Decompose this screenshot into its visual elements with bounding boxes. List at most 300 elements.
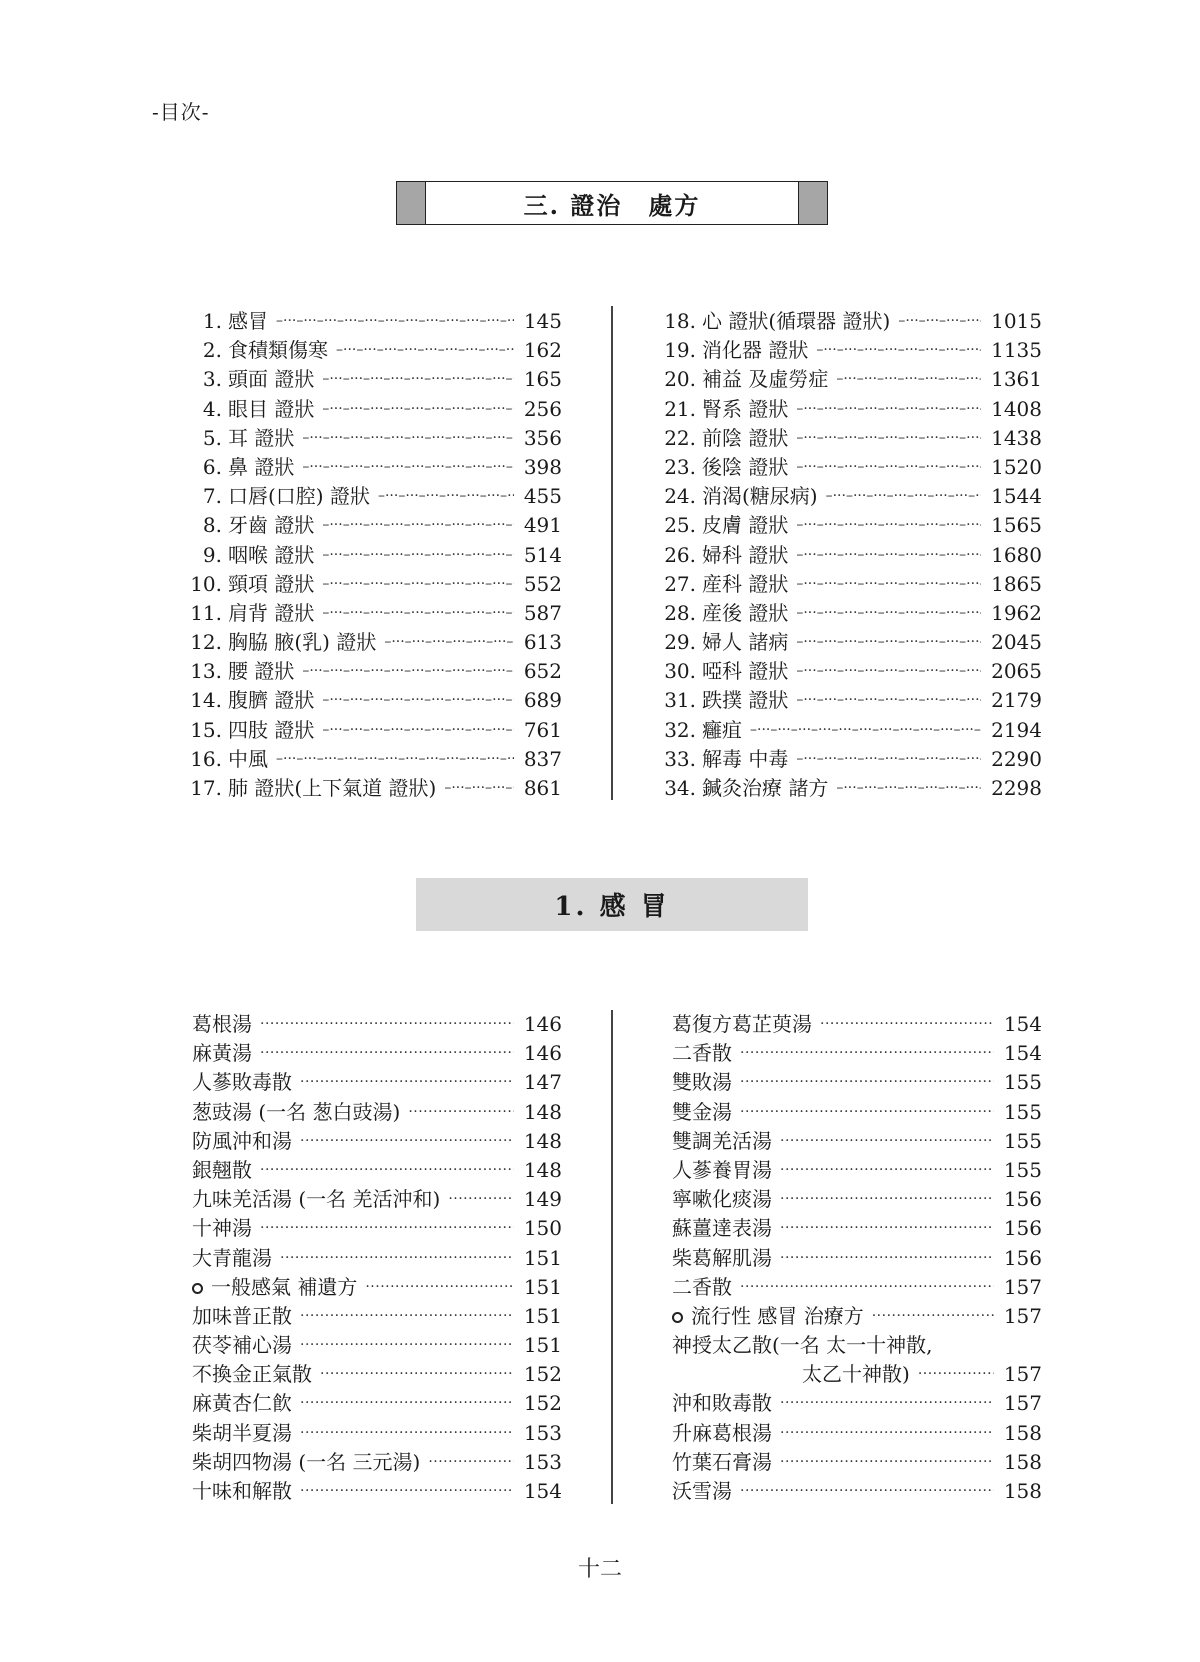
section-title-box: [396, 181, 828, 225]
leader-dashes: [796, 547, 981, 563]
prescription-page: 151: [523, 1245, 562, 1270]
leader-dashes: [322, 517, 513, 533]
prescription-name: 升麻葛根湯: [672, 1420, 772, 1445]
leader-dots: [918, 1366, 994, 1382]
prescription-name: 加味普正散: [192, 1303, 292, 1328]
toc-entry: [654, 393, 1042, 422]
prescription-label: [192, 1125, 300, 1154]
toc-entry-page: 837: [523, 746, 562, 771]
prescription-right-column: [672, 1008, 1042, 1504]
prescription-label: [192, 1183, 448, 1212]
toc-entry: [654, 480, 1042, 509]
prescription-entry: [672, 1446, 1042, 1475]
prescription-entry: [672, 1096, 1042, 1125]
title-cap-right: [798, 182, 827, 224]
leader-dashes: [796, 692, 981, 708]
leader-dashes: [322, 722, 513, 738]
leader-dashes: [378, 488, 514, 504]
toc-entry-label: 婦人 諸病: [702, 630, 789, 655]
toc-entry: [654, 363, 1042, 392]
leader-dots: [300, 1337, 514, 1353]
prescription-name: 神授太乙散(一名 太一十神散,: [672, 1333, 933, 1358]
leader-dashes: [836, 780, 981, 796]
prescription-label: [192, 1242, 280, 1271]
prescription-name: 一般感氣 補遺方: [211, 1274, 358, 1299]
toc-entry-number: 19.: [664, 338, 696, 363]
toc-entry-number: 21.: [664, 396, 696, 421]
prescription-page: 148: [523, 1099, 562, 1124]
prescription-label: [192, 1417, 300, 1446]
toc-entry-label: 食積類傷寒: [228, 338, 328, 363]
prescription-page: 155: [1003, 1157, 1042, 1182]
toc-entry: [180, 743, 562, 772]
toc-entry-page: 455: [523, 484, 562, 509]
toc-entry: [180, 393, 562, 422]
prescription-entry: [192, 1096, 562, 1125]
leader-dots: [260, 1162, 514, 1178]
toc-entry: [654, 451, 1042, 480]
toc-entry-page: 514: [523, 542, 562, 567]
prescription-name: 竹葉石膏湯: [672, 1449, 772, 1474]
prescription-page: 146: [523, 1012, 562, 1036]
prescription-entry: [192, 1066, 562, 1095]
toc-entry: [180, 334, 562, 363]
leader-dashes: [444, 780, 513, 796]
toc-entry-page: 552: [523, 571, 562, 596]
leader-dots: [448, 1191, 513, 1207]
toc-entry-page: 2179: [991, 688, 1042, 713]
prescription-name: 九味羌活湯 (一名 羌活沖和): [192, 1187, 441, 1212]
toc-entry-number: 23.: [664, 454, 696, 479]
prescription-name: 寧嗽化痰湯: [672, 1187, 772, 1212]
prescription-label: [192, 1096, 408, 1125]
leader-dashes: [322, 605, 513, 621]
leader-dashes: [796, 517, 981, 533]
toc-entry-page: 2045: [991, 630, 1042, 655]
toc-entry-label: 四肢 證狀: [228, 717, 315, 742]
leader-dashes: [796, 751, 981, 767]
toc-entry-number: 1.: [202, 309, 222, 333]
leader-dots: [300, 1308, 514, 1324]
leader-dashes: [816, 342, 981, 358]
prescription-name: 十味和解散: [192, 1479, 292, 1503]
prescription-page: 156: [1003, 1187, 1042, 1212]
prescription-entry: [672, 1154, 1042, 1183]
toc-entry-label: 牙齒 證狀: [228, 513, 315, 538]
toc-entry-label: 肺 證狀(上下氣道 證狀): [228, 776, 437, 800]
toc-entry-number: 34.: [664, 776, 696, 800]
prescription-label: [672, 1008, 820, 1037]
prescription-entry: [672, 1037, 1042, 1066]
toc-entry-page: 761: [523, 717, 562, 742]
prescription-label: [672, 1066, 740, 1095]
toc-entry: [180, 305, 562, 334]
toc-entry: [654, 772, 1042, 801]
prescription-name: 雙金湯: [672, 1099, 732, 1124]
toc-entry-number: 32.: [664, 717, 696, 742]
prescription-label: [192, 1329, 300, 1358]
toc-entry-number: 7.: [202, 484, 222, 509]
title-cap-left: [397, 182, 426, 224]
toc-entry: [180, 772, 562, 801]
prescription-label: [192, 1066, 300, 1095]
leader-dots: [280, 1250, 514, 1266]
toc-entry-label: 鼻 證狀: [228, 454, 295, 479]
toc-entry-label: 腹臍 證狀: [228, 688, 315, 713]
prescription-page: 151: [523, 1303, 562, 1328]
prescription-entry: [672, 1008, 1042, 1037]
prescription-page: 156: [1003, 1216, 1042, 1241]
toc-entry-page: 587: [523, 600, 562, 625]
prescription-label: [672, 1300, 872, 1329]
toc-entry-page: 2298: [991, 776, 1042, 800]
toc-entry-page: 1865: [991, 571, 1042, 596]
leader-dots: [780, 1454, 994, 1470]
prescription-label: [672, 1446, 780, 1475]
prescription-entry: [192, 1183, 562, 1212]
toc-entry-label: 心 證狀(循環器 證狀): [702, 309, 891, 333]
toc-entry-number: 3.: [202, 367, 222, 392]
toc-entry-page: 256: [523, 396, 562, 421]
leader-dots: [300, 1133, 514, 1149]
prescription-label: [192, 1475, 300, 1504]
toc-entry-page: 165: [523, 367, 562, 392]
leader-dashes: [322, 371, 513, 387]
toc-entry-label: 頸項 證狀: [228, 571, 315, 596]
prescription-entry: [672, 1271, 1042, 1300]
toc-entry-page: 356: [523, 425, 562, 450]
toc-entry-number: 30.: [664, 659, 696, 684]
prescription-entry: [192, 1417, 562, 1446]
prescription-label: [672, 1271, 740, 1300]
toc-entry-number: 10.: [190, 571, 222, 596]
prescription-label: [192, 1358, 320, 1387]
prescription-name: 防風沖和湯: [192, 1128, 292, 1153]
toc-entry: [180, 714, 562, 743]
prescription-name: 柴葛解肌湯: [672, 1245, 772, 1270]
toc-entry-label: 癰疽: [702, 717, 742, 742]
toc-entry-number: 16.: [190, 746, 222, 771]
leader-dots: [780, 1191, 994, 1207]
leader-dashes: [322, 692, 513, 708]
prescription-label: [672, 1475, 740, 1504]
leader-dashes: [796, 576, 981, 592]
prescription-page: 148: [523, 1157, 562, 1182]
toc-entry: [654, 305, 1042, 334]
prescription-label: [672, 1096, 740, 1125]
prescription-entry: [672, 1125, 1042, 1154]
prescription-divider: [611, 1010, 613, 1504]
prescription-page: 157: [1003, 1391, 1042, 1416]
prescription-name: 麻黃湯: [192, 1041, 252, 1066]
toc-entry: [180, 655, 562, 684]
prescription-label: [192, 1008, 260, 1037]
leader-dashes: [322, 576, 513, 592]
prescription-page: 158: [1003, 1479, 1042, 1503]
toc-left-column: [180, 305, 562, 801]
prescription-name: 人蔘敗毒散: [192, 1070, 292, 1095]
leader-dots: [320, 1366, 514, 1382]
prescription-entry: [192, 1212, 562, 1241]
toc-entry-number: 18.: [664, 309, 696, 333]
prescription-entry: [192, 1037, 562, 1066]
toc-entry-number: 24.: [664, 484, 696, 509]
prescription-entry: [192, 1242, 562, 1271]
prescription-entry: [672, 1212, 1042, 1241]
subsection-title: 1. 感 冒: [416, 878, 808, 931]
prescription-label: [192, 1387, 300, 1416]
leader-dots: [780, 1425, 994, 1441]
prescription-entry: [672, 1475, 1042, 1504]
toc-entry: [180, 480, 562, 509]
toc-entry-label: 鍼灸治療 諸方: [702, 776, 829, 800]
toc-entry-number: 20.: [664, 367, 696, 392]
prescription-name: 人蔘養胃湯: [672, 1157, 772, 1182]
toc-entry-page: 1680: [991, 542, 1042, 567]
leader-dashes: [796, 634, 981, 650]
prescription-entry: [672, 1358, 1042, 1387]
prescription-label: [672, 1154, 780, 1183]
prescription-entry: [192, 1387, 562, 1416]
prescription-page: 158: [1003, 1449, 1042, 1474]
toc-entry: [180, 539, 562, 568]
toc-entry-label: 消渴(糖尿病): [702, 484, 818, 509]
prescription-label: [672, 1125, 780, 1154]
toc-entry-number: 26.: [664, 542, 696, 567]
prescription-name: 雙敗湯: [672, 1070, 732, 1095]
toc-entry: [654, 539, 1042, 568]
leader-dots: [780, 1220, 994, 1236]
toc-entry-number: 2.: [202, 338, 222, 363]
prescription-name: 葛根湯: [192, 1012, 252, 1036]
prescription-page: 152: [523, 1391, 562, 1416]
prescription-page: 152: [523, 1362, 562, 1387]
toc-entry-number: 6.: [202, 454, 222, 479]
prescription-name: 二香散: [672, 1274, 732, 1299]
leader-dashes: [898, 313, 981, 329]
toc-entry-page: 1520: [991, 454, 1042, 479]
toc-entry-label: 産科 證狀: [702, 571, 789, 596]
toc-entry-label: 産後 證狀: [702, 600, 789, 625]
toc-entry-label: 婦科 證狀: [702, 542, 789, 567]
toc-entry-number: 28.: [664, 600, 696, 625]
prescription-page: 149: [523, 1187, 562, 1212]
toc-entry-label: 耳 證狀: [228, 425, 295, 450]
prescription-name: 十神湯: [192, 1216, 252, 1241]
toc-entry: [180, 422, 562, 451]
toc-entry-number: 14.: [190, 688, 222, 713]
leader-dashes: [826, 488, 981, 504]
toc-entry-page: 491: [523, 513, 562, 538]
prescription-page: 151: [523, 1333, 562, 1358]
prescription-name: 二香散: [672, 1041, 732, 1066]
leader-dots: [780, 1162, 994, 1178]
prescription-page: 155: [1003, 1070, 1042, 1095]
prescription-label: [192, 1300, 300, 1329]
prescription-name: 大青龍湯: [192, 1245, 272, 1270]
prescription-page: 153: [523, 1420, 562, 1445]
toc-entry-number: 9.: [202, 542, 222, 567]
toc-entry-number: 25.: [664, 513, 696, 538]
leader-dashes: [384, 634, 513, 650]
prescription-page: 156: [1003, 1245, 1042, 1270]
toc-entry-page: 689: [523, 688, 562, 713]
prescription-label: [192, 1037, 260, 1066]
prescription-label: [672, 1212, 780, 1241]
leader-dots: [428, 1454, 513, 1470]
toc-entry-label: 腎系 證狀: [702, 396, 789, 421]
prescription-name: 柴胡四物湯 (一名 三元湯): [192, 1449, 421, 1474]
prescription-entry: [192, 1329, 562, 1358]
toc-entry-label: 頭面 證狀: [228, 367, 315, 392]
prescription-name: 茯苓補心湯: [192, 1333, 292, 1358]
toc-entry-label: 口唇(口腔) 證狀: [228, 484, 370, 509]
toc-entry-page: 1565: [991, 513, 1042, 538]
prescription-entry: [672, 1417, 1042, 1446]
toc-entry-page: 1015: [991, 309, 1042, 333]
leader-dashes: [322, 401, 513, 417]
toc-entry-page: 861: [523, 776, 562, 800]
prescription-page: 154: [1003, 1041, 1042, 1066]
toc-divider: [611, 306, 613, 800]
toc-entry-label: 後陰 證狀: [702, 454, 789, 479]
prescription-page: 157: [1003, 1274, 1042, 1299]
circle-bullet-icon: [192, 1283, 203, 1294]
toc-entry: [654, 422, 1042, 451]
prescription-entry: [672, 1183, 1042, 1212]
leader-dots: [740, 1074, 994, 1090]
leader-dashes: [796, 605, 981, 621]
prescription-name: 柴胡半夏湯: [192, 1420, 292, 1445]
prescription-name: 麻黃杏仁飮: [192, 1391, 292, 1416]
toc-entry-number: 31.: [664, 688, 696, 713]
prescription-entry: [672, 1329, 1042, 1358]
prescription-label: [192, 1446, 428, 1475]
leader-dashes: [750, 722, 981, 738]
running-header: -目次-: [152, 100, 210, 124]
leader-dashes: [796, 401, 981, 417]
prescription-name: 流行性 感冒 治療方: [691, 1303, 864, 1328]
prescription-name: 沖和敗毒散: [672, 1391, 772, 1416]
leader-dots: [820, 1016, 994, 1032]
prescription-label: [672, 1358, 918, 1387]
toc-entry-label: 解毒 中毒: [702, 746, 789, 771]
prescription-page: 158: [1003, 1420, 1042, 1445]
toc-entry: [654, 597, 1042, 626]
prescription-page: 151: [523, 1274, 562, 1299]
leader-dashes: [322, 547, 513, 563]
toc-entry: [180, 568, 562, 597]
prescription-name: 蘇薑達表湯: [672, 1216, 772, 1241]
prescription-name: 太乙十神散): [802, 1362, 910, 1387]
toc-entry-label: 跌撲 證狀: [702, 688, 789, 713]
toc-entry: [654, 626, 1042, 655]
prescription-entry: [192, 1446, 562, 1475]
toc-entry: [180, 363, 562, 392]
leader-dots: [740, 1104, 994, 1120]
prescription-name: 不換金正氣散: [192, 1362, 312, 1387]
toc-right-column: [654, 305, 1042, 801]
toc-entry-label: 中風: [228, 746, 268, 771]
prescription-entry: [192, 1300, 562, 1329]
leader-dashes: [276, 313, 514, 329]
prescription-label: [672, 1242, 780, 1271]
toc-entry: [180, 509, 562, 538]
toc-entry: [654, 655, 1042, 684]
toc-entry-label: 前陰 證狀: [702, 425, 789, 450]
toc-entry: [654, 568, 1042, 597]
leader-dots: [740, 1279, 994, 1295]
prescription-entry: [192, 1125, 562, 1154]
toc-entry: [654, 509, 1042, 538]
toc-entry-page: 1361: [991, 367, 1042, 392]
prescription-label: [192, 1212, 260, 1241]
leader-dots: [780, 1395, 994, 1411]
toc-entry-page: 652: [523, 659, 562, 684]
leader-dashes: [302, 430, 513, 446]
leader-dots: [300, 1425, 514, 1441]
toc-entry-label: 眼目 證狀: [228, 396, 315, 421]
prescription-entry: [672, 1066, 1042, 1095]
prescription-entry: [672, 1300, 1042, 1329]
toc-entry-page: 1438: [991, 425, 1042, 450]
prescription-label: [672, 1387, 780, 1416]
leader-dashes: [276, 751, 514, 767]
prescription-page: 154: [523, 1479, 562, 1503]
leader-dots: [408, 1104, 513, 1120]
leader-dots: [872, 1308, 994, 1324]
leader-dots: [740, 1483, 994, 1499]
toc-entry-label: 腰 證狀: [228, 659, 295, 684]
toc-entry-label: 消化器 證狀: [702, 338, 809, 363]
toc-entry: [180, 626, 562, 655]
toc-entry-number: 17.: [190, 776, 222, 800]
toc-entry-label: 感冒: [228, 309, 268, 333]
leader-dots: [780, 1133, 994, 1149]
leader-dots: [740, 1045, 994, 1061]
prescription-entry: [192, 1358, 562, 1387]
leader-dots: [260, 1045, 514, 1061]
leader-dashes: [302, 459, 513, 475]
leader-dots: [300, 1074, 514, 1090]
prescription-page: 150: [523, 1216, 562, 1241]
toc-entry-page: 2065: [991, 659, 1042, 684]
toc-entry: [654, 334, 1042, 363]
prescription-page: 157: [1003, 1303, 1042, 1328]
toc-entry-page: 398: [523, 454, 562, 479]
prescription-name: 葱豉湯 (一名 葱白豉湯): [192, 1099, 401, 1124]
circle-bullet-icon: [672, 1312, 683, 1323]
leader-dashes: [836, 371, 981, 387]
toc-entry-number: 8.: [202, 513, 222, 538]
toc-entry-label: 胸脇 腋(乳) 證狀: [228, 630, 377, 655]
toc-entry-label: 皮膚 證狀: [702, 513, 789, 538]
leader-dots: [300, 1483, 514, 1499]
toc-entry-number: 29.: [664, 630, 696, 655]
toc-entry: [180, 597, 562, 626]
toc-entry: [180, 684, 562, 713]
toc-entry-page: 1408: [991, 396, 1042, 421]
toc-entry-page: 613: [523, 630, 562, 655]
toc-entry-label: 咽喉 證狀: [228, 542, 315, 567]
leader-dots: [780, 1250, 994, 1266]
prescription-entry: [672, 1242, 1042, 1271]
prescription-label: [672, 1329, 941, 1358]
toc-entry-page: 145: [523, 309, 562, 333]
toc-entry-label: 補益 及虛勞症: [702, 367, 829, 392]
prescription-page: 155: [1003, 1099, 1042, 1124]
toc-entry-number: 13.: [190, 659, 222, 684]
